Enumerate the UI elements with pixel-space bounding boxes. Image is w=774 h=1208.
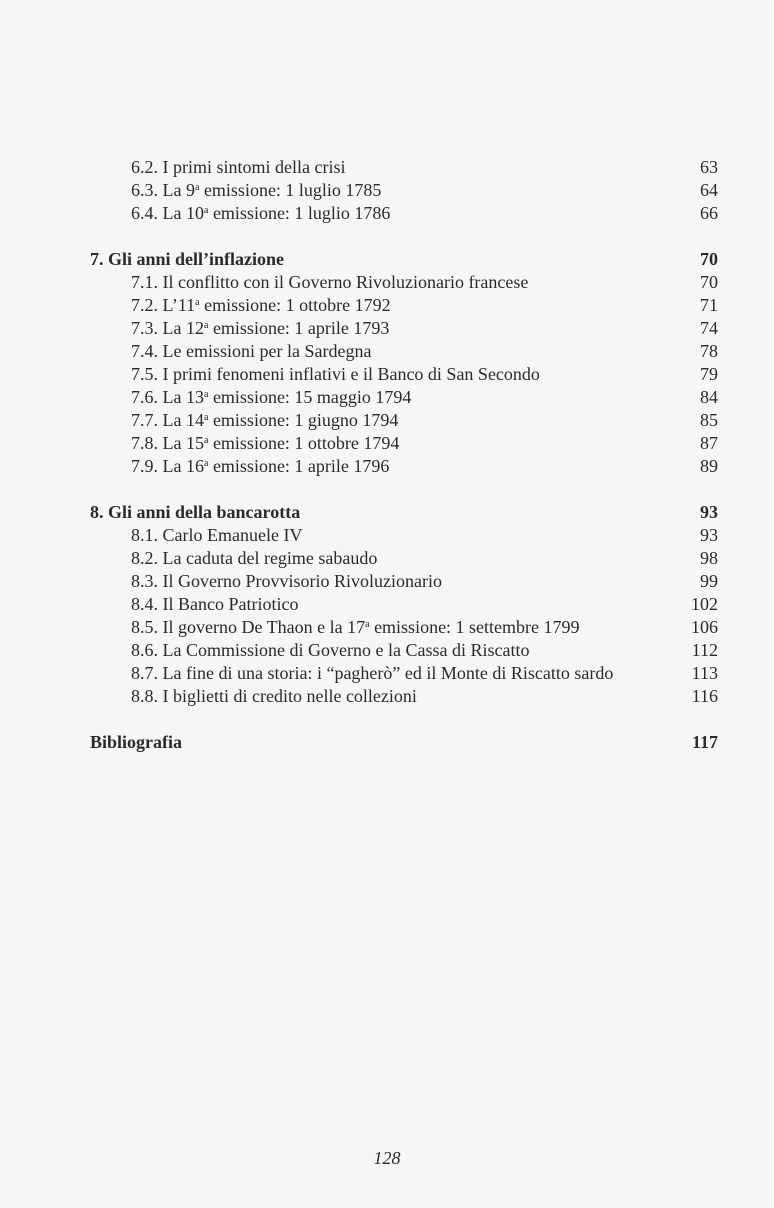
toc-entry [90,639,718,662]
toc-entry [90,294,718,317]
toc-entry-title [90,248,284,271]
toc-entry-title [131,271,528,294]
toc-entry-text: emissione: 15 maggio 1794 [208,387,412,407]
toc-entry-title [131,570,442,593]
ordinal-superscript: a [203,205,209,216]
toc-entry-text: 7.3. La 12 [131,318,204,338]
toc-entry [90,616,718,639]
toc-entry-text: emissione: 1 settembre 1799 [369,617,580,637]
toc-entry-title [131,455,389,478]
toc-chapter [90,248,718,271]
toc-page-number: 112 [691,640,718,660]
toc-entry-text: 8.8. I biglietti di credito nelle collezioni [131,686,417,706]
toc-entry-title [131,386,411,409]
toc-entry [90,547,718,570]
toc-page-number: 116 [691,686,718,706]
toc-entry-text: emissione: 1 luglio 1786 [208,203,391,223]
toc-entry-text: 8.6. La Commissione di Governo e la Cassa di Riscatto [131,640,530,660]
toc-entry [90,363,718,386]
toc-entry [90,340,718,363]
ordinal-superscript: a [203,389,209,400]
toc-page-number: 87 [700,433,718,453]
toc-page-number: 85 [700,410,718,430]
toc-entry-text: emissione: 1 aprile 1793 [208,318,390,338]
toc-page-number: 93 [700,502,718,522]
toc-entry-text: 7. Gli anni dell’inflazione [90,249,285,269]
toc-entry-text: 6.2. I primi sintomi della crisi [131,157,346,177]
toc-page-number: 102 [691,594,718,614]
toc-entry-text: 7.2. L’11 [131,295,196,315]
toc-entry-text: emissione: 1 aprile 1796 [208,456,390,476]
toc-entry [90,570,718,593]
toc-page-number: 74 [700,318,718,338]
toc-entry [90,432,718,455]
toc-page-number: 93 [700,525,718,545]
ordinal-superscript: a [203,458,209,469]
toc-entry-title [90,731,182,754]
toc-entry-title [131,685,417,708]
toc-entry-title [131,409,398,432]
ordinal-superscript: a [203,435,209,446]
toc-entry [90,386,718,409]
toc-entry-text: 7.7. La 14 [131,410,204,430]
ordinal-superscript: a [365,619,370,630]
toc-entry-text: 8. Gli anni della bancarotta [90,502,301,522]
toc-entry-text: 6.4. La 10 [131,203,204,223]
toc-entry-text: 7.4. Le emissioni per la Sardegna [131,341,372,361]
toc-page-number: 64 [700,180,718,200]
toc-page-number: 117 [691,732,718,752]
toc-entry-title [131,202,390,225]
toc-entry-title [131,524,302,547]
toc-entry-text: 7.6. La 13 [131,387,204,407]
toc-entry-title [131,340,371,363]
toc-entry-text: emissione: 1 giugno 1794 [208,410,399,430]
toc-entry-text: 7.9. La 16 [131,456,204,476]
toc-entry [90,685,718,708]
toc-entry-text: 8.5. Il governo De Thaon e la 17 [131,617,366,637]
toc-entry-text: 6.3. La 9 [131,180,195,200]
toc-entry-title [131,639,529,662]
toc-entry-text: 7.8. La 15 [131,433,204,453]
page-number: 128 [373,1148,401,1168]
toc-page-number: 63 [700,157,718,177]
toc-page-number: 78 [700,341,718,361]
toc-entry [90,317,718,340]
toc-entry-text: 8.3. Il Governo Provvisorio Rivoluzionario [131,571,442,591]
toc-entry [90,524,718,547]
toc-entry-title [90,501,300,524]
toc-entry-title [131,662,613,685]
toc-entry-text: emissione: 1 ottobre 1794 [208,433,400,453]
ordinal-superscript: a [195,297,200,308]
toc-entry-text: 8.2. La caduta del regime sabaudo [131,548,378,568]
toc-page-number: 113 [691,663,718,683]
ordinal-superscript: a [203,320,209,331]
ordinal-superscript: a [203,412,209,423]
toc-page-number: 106 [691,617,718,637]
toc-page-number: 98 [700,548,718,568]
toc-page-number: 79 [700,364,718,384]
toc-entry-title [131,294,391,317]
toc-entry [90,662,718,685]
toc-page-number: 71 [700,295,718,315]
toc-entry-text: emissione: 1 luglio 1785 [199,180,382,200]
toc-entry-text: 7.5. I primi fenomeni inflativi e il Banco di San Secondo [131,364,540,384]
toc-entry [90,271,718,294]
toc-entry-text: 8.4. Il Banco Patriotico [131,594,299,614]
toc-entry-title [131,593,298,616]
toc-entry-text: 7.1. Il conflitto con il Governo Rivoluzionario francese [131,272,529,292]
ordinal-superscript: a [194,182,200,193]
toc-entry-title [131,156,345,179]
toc-chapter [90,501,718,524]
toc-entry-title [131,432,399,455]
toc-page-number: 99 [700,571,718,591]
toc-entry [90,455,718,478]
toc-entry-title [131,547,377,570]
toc-entry [90,202,718,225]
toc-entry-title [131,179,381,202]
toc-entry-text: emissione: 1 ottobre 1792 [199,295,391,315]
toc-entry-title [131,317,389,340]
toc-page-number: 70 [700,249,718,269]
toc-bibliography [90,731,718,754]
toc-entry-title [131,616,580,639]
toc-entry-text: 8.1. Carlo Emanuele IV [131,525,303,545]
table-of-contents [90,156,718,754]
toc-page-number: 70 [700,272,718,292]
toc-entry [90,156,718,179]
toc-entry-text: 8.7. La fine di una storia: i “pagherò” ed il Monte di Riscatto sardo [131,663,614,683]
toc-page-number: 66 [700,203,718,223]
toc-entry [90,409,718,432]
toc-entry [90,593,718,616]
toc-entry-text: Bibliografia [90,732,183,752]
toc-page-number: 89 [700,456,718,476]
toc-entry [90,179,718,202]
toc-entry-title [131,363,540,386]
toc-page-number: 84 [700,387,718,407]
